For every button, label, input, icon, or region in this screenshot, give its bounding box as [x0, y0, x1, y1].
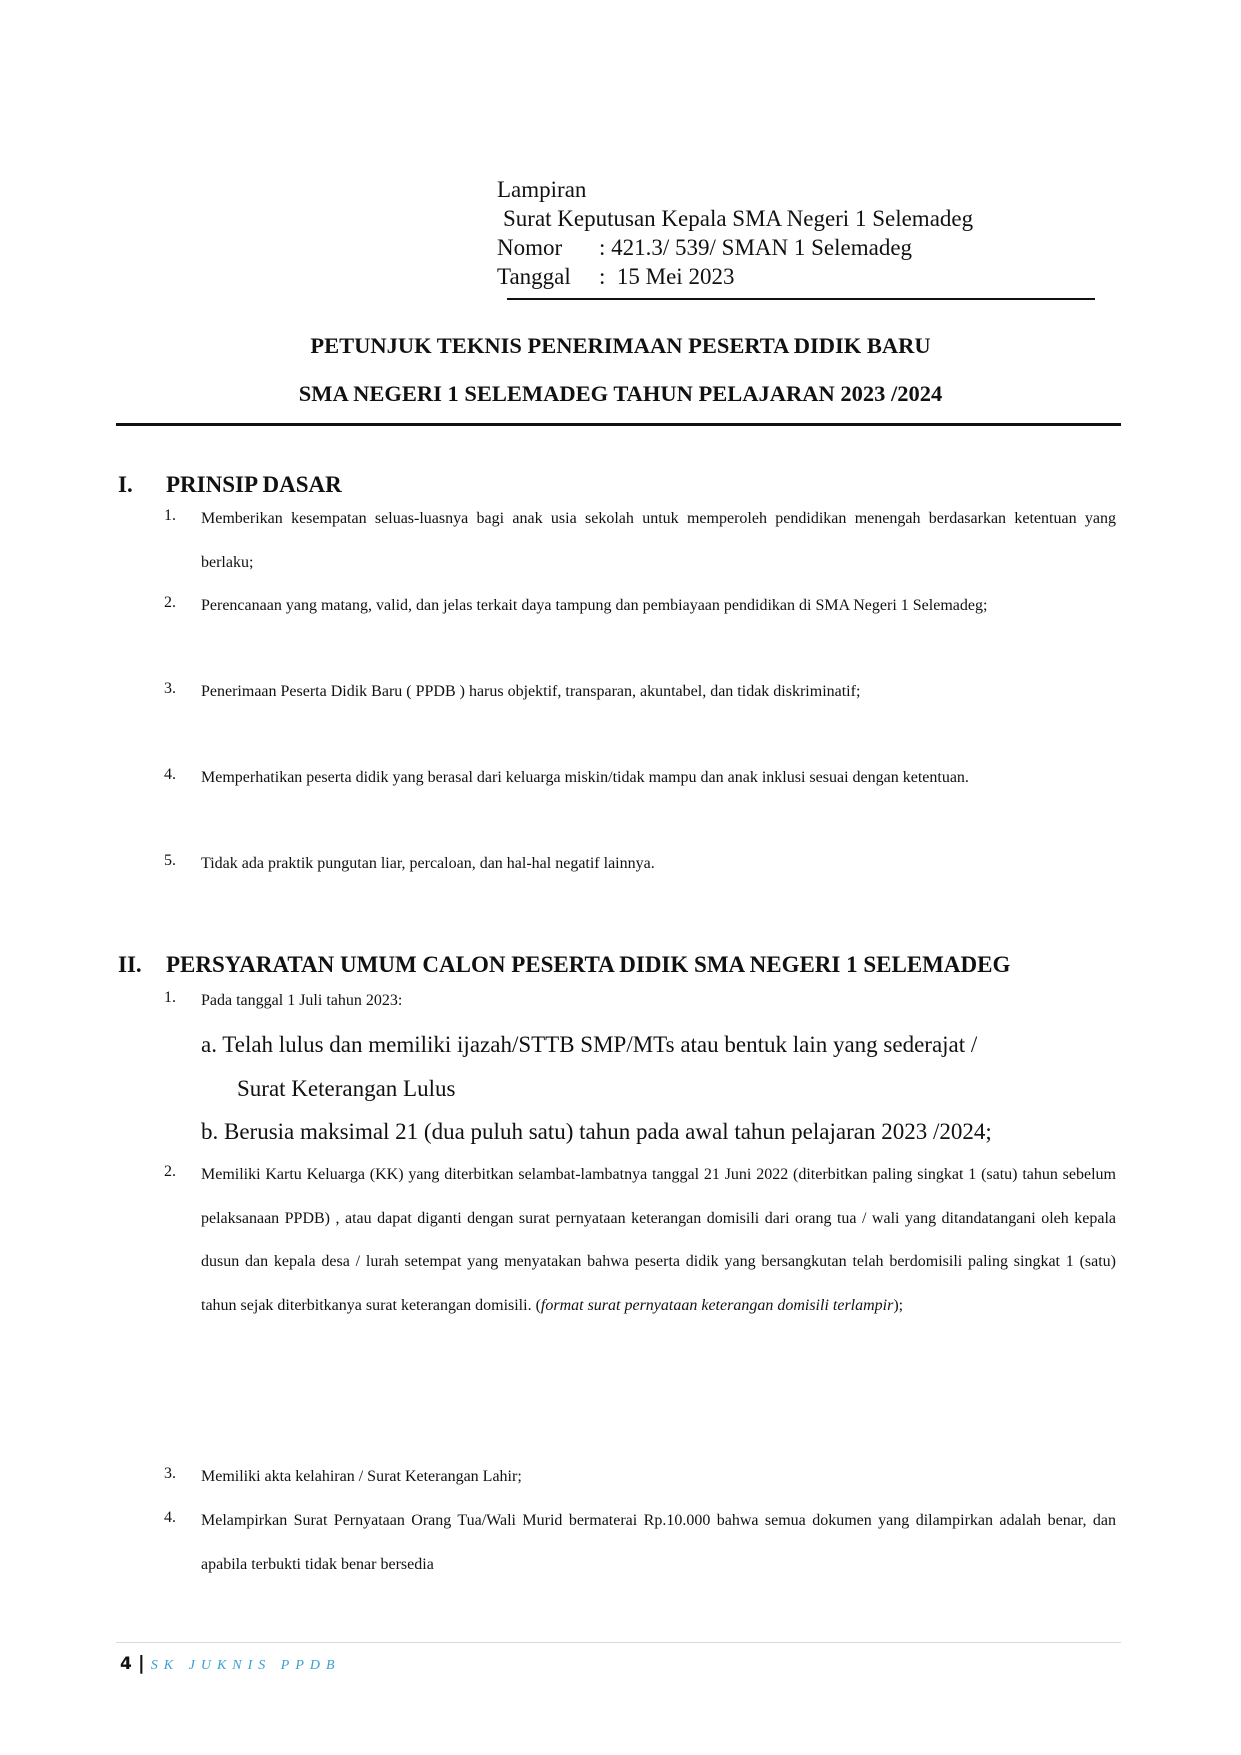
- lampiran-divider: [507, 298, 1095, 300]
- lampiran-block: [497, 175, 1097, 291]
- sub-item-b: b. Berusia maksimal 21 (dua puluh satu) tahun pada awal tahun pelajaran 2023 /2024;: [201, 1119, 992, 1144]
- lampiran-nomor: [497, 233, 1097, 262]
- list-text: Pada tanggal 1 Juli tahun 2023:: [201, 992, 403, 1009]
- nomor-value: : 421.3/ 539/ SMAN 1 Selemadeg: [599, 235, 913, 260]
- nomor-label: Nomor: [497, 235, 563, 260]
- list-text: Melampirkan Surat Pernyataan Orang Tua/Wali Murid bermaterai Rp.10.000 bahwa semua dokumen yang dilampirkan adalah benar, dan apabila terbukti tidak benar bersedia: [201, 1512, 1116, 1573]
- title-divider: [116, 423, 1121, 426]
- sub-item-a: [201, 1023, 1116, 1110]
- list-number: 4.: [164, 1509, 176, 1526]
- list-number: 5.: [164, 852, 176, 869]
- lampiran-tanggal: [497, 262, 1097, 291]
- list-text: Tidak ada praktik pungutan liar, percaloan, dan hal-hal negatif lainnya.: [201, 855, 655, 872]
- page-number: 4: [120, 1654, 132, 1674]
- footer-label: SK JUKNIS PPDB: [150, 1658, 341, 1673]
- lampiran-decree: Surat Keputusan Kepala SMA Negeri 1 Selemadeg: [503, 206, 974, 231]
- list-number: 2.: [164, 594, 176, 611]
- list-number: 3.: [164, 680, 176, 697]
- lampiran-label: Lampiran: [497, 177, 587, 202]
- footer-divider: [116, 1642, 1121, 1643]
- footer-separator: |: [137, 1652, 145, 1674]
- section-number: II.: [118, 952, 142, 977]
- section-title: PRINSIP DASAR: [166, 472, 342, 497]
- tanggal-value: : 15 Mei 2023: [599, 264, 735, 289]
- tanggal-label: Tanggal: [497, 264, 571, 289]
- document-title-line-2: SMA NEGERI 1 SELEMADEG TAHUN PELAJARAN 2023 /2024: [298, 381, 943, 406]
- section-heading-persyaratan-umum: [118, 952, 1010, 978]
- document-title-line-1: PETUNJUK TEKNIS PENERIMAAN PESERTA DIDIK BARU: [310, 333, 931, 358]
- list-number: 4.: [164, 766, 176, 783]
- list-number: 1.: [164, 989, 176, 1006]
- sub-item-a-text: a. Telah lulus dan memiliki ijazah/STTB SMP/MTs atau bentuk lain yang sederajat /: [201, 1032, 978, 1057]
- list-number: 3.: [164, 1465, 176, 1482]
- list-number: 2.: [164, 1163, 176, 1180]
- list-text-italic: format surat pernyataan keterangan domisili terlampir: [540, 1296, 894, 1314]
- page-footer: [120, 1652, 341, 1675]
- section-number: I.: [118, 472, 133, 497]
- section-title: PERSYARATAN UMUM CALON PESERTA DIDIK SMA NEGERI 1 SELEMADEG: [166, 952, 1011, 977]
- list-text-closing: );: [893, 1296, 904, 1314]
- list-text: Memiliki akta kelahiran / Surat Keterangan Lahir;: [201, 1468, 522, 1485]
- sub-item-a-continuation: Surat Keterangan Lulus: [237, 1075, 456, 1101]
- list-number: 1.: [164, 507, 176, 524]
- list-text: Memberikan kesempatan seluas-luasnya bagi anak usia sekolah untuk memperoleh pendidikan menengah berdasarkan ketentuan yang berlaku;: [201, 510, 1116, 571]
- list-text: [201, 1153, 1116, 1327]
- list-text-main: Memiliki Kartu Keluarga (KK) yang diterbitkan selambat-lambatnya tanggal 21 Juni 2022 (diterbitkan paling singkat 1 (satu) tahun sebelum pelaksanaan PPDB) , atau dapat diganti dengan surat pernyataan keterangan domisili dari orang tua / wali yang ditandatangani oleh kepala dusun dan kepala desa / lurah setempat yang menyatakan bahwa peserta didik yang bersangkutan telah berdomisili paling singkat 1 (satu) tahun sejak diterbitkanya surat keterangan domisili. (: [201, 1166, 1116, 1314]
- list-text: Penerimaan Peserta Didik Baru ( PPDB ) harus objektif, transparan, akuntabel, dan tidak diskriminatif;: [201, 683, 861, 700]
- section-heading-prinsip-dasar: [118, 472, 342, 498]
- list-text: Memperhatikan peserta didik yang berasal dari keluarga miskin/tidak mampu dan anak inklusi sesuai dengan ketentuan.: [201, 769, 969, 786]
- list-text: Perencanaan yang matang, valid, dan jelas terkait daya tampung dan pembiayaan pendidikan di SMA Negeri 1 Selemadeg;: [201, 597, 988, 614]
